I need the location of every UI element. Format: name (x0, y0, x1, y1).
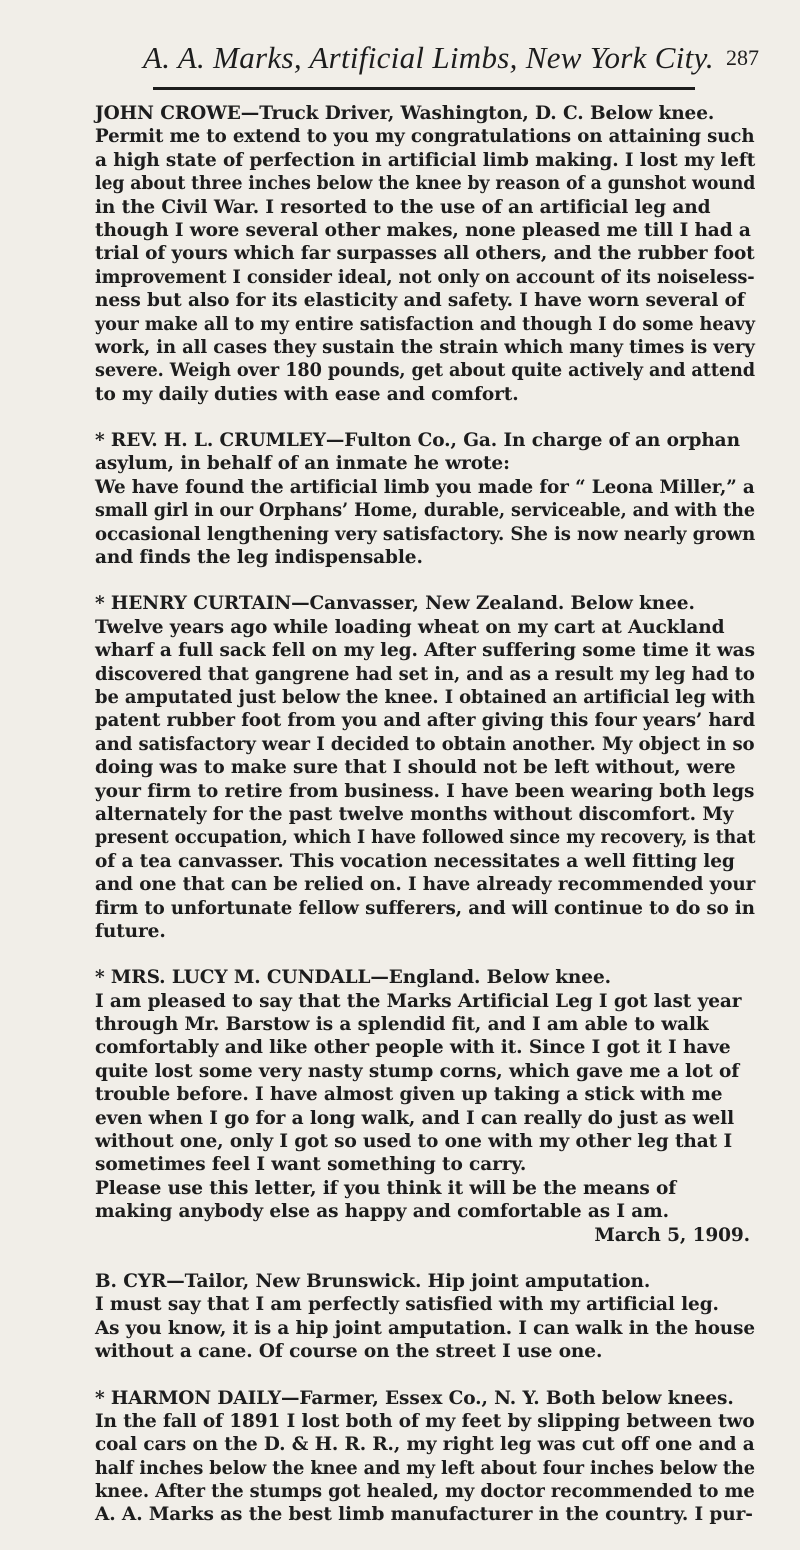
entry-text-line: I must say that I am perfectly satisfied with my artificial leg. (95, 1294, 719, 1316)
entry-text-line: occasional lengthening very satisfactory. She is now nearly grown (95, 523, 756, 545)
entry-text-line: Permit me to extend to you my congratulations on attaining such (95, 126, 755, 148)
entry-text-line: alternately for the past twelve months without discomfort. My (95, 803, 734, 825)
entry-text-line: future. (95, 920, 166, 942)
entry-text-line: be amputated just below the knee. I obtained an artificial leg with (95, 686, 756, 708)
entry-text-line: in the Civil War. I resorted to the use of an artificial leg and (95, 196, 711, 218)
entry-text-line: your make all to my entire satisfaction and though I do some heavy (95, 313, 755, 335)
entry-heading-line: * MRS. LUCY M. CUNDALL—England. Below knee. (95, 967, 611, 989)
entry-text-line: knee. After the stumps got healed, my doctor recommended to me (95, 1481, 755, 1503)
entry-text-line: half inches below the knee and my left about four inches below the (95, 1457, 755, 1479)
entry-heading-line: * HENRY CURTAIN—Canvasser, New Zealand. Below knee. (95, 593, 695, 615)
entry-text-line: leg about three inches below the knee by reason of a gunshot wound (95, 173, 756, 195)
testimonials-body (95, 102, 755, 1550)
entry-text-line: sometimes feel I want something to carry. (95, 1154, 527, 1176)
entry-text-line: severe. Weigh over 180 pounds, get about quite actively and attend (95, 360, 756, 382)
entry-text-line: Twelve years ago while loading wheat on my cart at Auckland (95, 616, 725, 638)
entry-text-line: without one, only I got so used to one with my other leg that I (95, 1131, 733, 1153)
entry-text-line: trial of yours which far surpasses all others, and the rubber foot (95, 243, 755, 265)
page-number: 287 (726, 45, 759, 70)
entry-text-line: work, in all cases they sustain the strain which many times is very (95, 336, 755, 358)
entry-text-line: present occupation, which I have followed since my recovery, is that (95, 827, 756, 849)
testimonial-entry (95, 1387, 755, 1527)
entry-text-line: discovered that gangrene had set in, and as a result my leg had to (95, 663, 755, 685)
entry-text-line: In the fall of 1891 I lost both of my feet by slipping between two (95, 1410, 755, 1432)
page-header (0, 38, 800, 78)
testimonial-entry (95, 102, 755, 406)
testimonial-entry (95, 592, 755, 943)
entry-heading-line: JOHN CROWE—Truck Driver, Washington, D. C. Below knee. (95, 103, 715, 124)
entry-text-line: trouble before. I have almost given up taking a stick with me (95, 1084, 723, 1106)
entry-text-line: and satisfactory wear I decided to obtain another. My object in so (95, 733, 755, 755)
running-title: A. A. Marks, Artificial Limbs, New York City. (143, 40, 714, 75)
entry-text-line: doing was to make sure that I should not be left without, were (95, 757, 736, 779)
header-rule (153, 87, 695, 90)
entry-text-line: a high state of perfection in artificial limb making. I lost my left (95, 149, 756, 171)
entry-text-line: asylum, in behalf of an inmate he wrote: (95, 453, 510, 475)
entry-text-line: without a cane. Of course on the street I use one. (95, 1341, 603, 1363)
testimonial-entry (95, 1270, 755, 1364)
entry-text-line: to my daily duties with ease and comfort. (95, 383, 519, 405)
testimonial-entry (95, 966, 755, 1247)
entry-text-line: small girl in our Orphans’ Home, durable, serviceable, and with the (95, 500, 755, 522)
entry-text-line: even when I go for a long walk, and I can really do just as well (95, 1107, 735, 1129)
entry-text-line: wharf a full sack fell on my leg. After suffering some time it was (95, 640, 755, 662)
entry-heading-line: B. CYR—Tailor, New Brunswick. Hip joint amputation. (95, 1270, 651, 1292)
entry-text-line: though I wore several other makes, none pleased me till I had a (95, 219, 751, 241)
entry-text-line: and one that can be relied on. I have already recommended your (95, 874, 756, 896)
entry-text-line: comfortably and like other people with it. Since I got it I have (95, 1037, 731, 1059)
entry-text-line: ness but also for its elasticity and safety. I have worn several of (95, 290, 745, 312)
entry-text-line: I am pleased to say that the Marks Artificial Leg I got last year (95, 990, 742, 1012)
entry-text-line: coal cars on the D. & H. R. R., my right leg was cut off one and a (95, 1434, 755, 1456)
entry-text-line: making anybody else as happy and comfortable as I am. (95, 1201, 669, 1223)
letter-date: March 5, 1909. (594, 1224, 750, 1246)
entry-text-line: of a tea canvasser. This vocation necessitates a well fitting leg (95, 850, 735, 872)
entry-text-line: We have found the artificial limb you made for “ Leona Miller,” a (95, 476, 755, 498)
entry-heading-line: * HARMON DAILY—Farmer, Essex Co., N. Y. Both below knees. (95, 1387, 734, 1409)
entry-text-line: A. A. Marks as the best limb manufacturer in the country. I pur- (95, 1504, 753, 1526)
entry-text-line: and finds the leg indispensable. (95, 547, 423, 569)
entry-text-line: through Mr. Barstow is a splendid fit, and I am able to walk (95, 1014, 709, 1036)
testimonial-entry (95, 429, 755, 569)
entry-heading-line: * REV. H. L. CRUMLEY—Fulton Co., Ga. In charge of an orphan (95, 430, 740, 452)
entry-text-line: Please use this letter, if you think it will be the means of (95, 1177, 677, 1199)
entry-text-line: quite lost some very nasty stump corns, which gave me a lot of (95, 1060, 740, 1082)
entry-text-line: your firm to retire from business. I have been wearing both legs (95, 780, 755, 802)
entry-text-line: As you know, it is a hip joint amputation. I can walk in the house (95, 1317, 755, 1339)
entry-text-line: patent rubber foot from you and after giving this four years’ hard (95, 710, 756, 732)
entry-text-line: improvement I consider ideal, not only on account of its noiseless- (95, 266, 755, 288)
entry-text-line: firm to unfortunate fellow sufferers, and will continue to do so in (95, 897, 755, 919)
